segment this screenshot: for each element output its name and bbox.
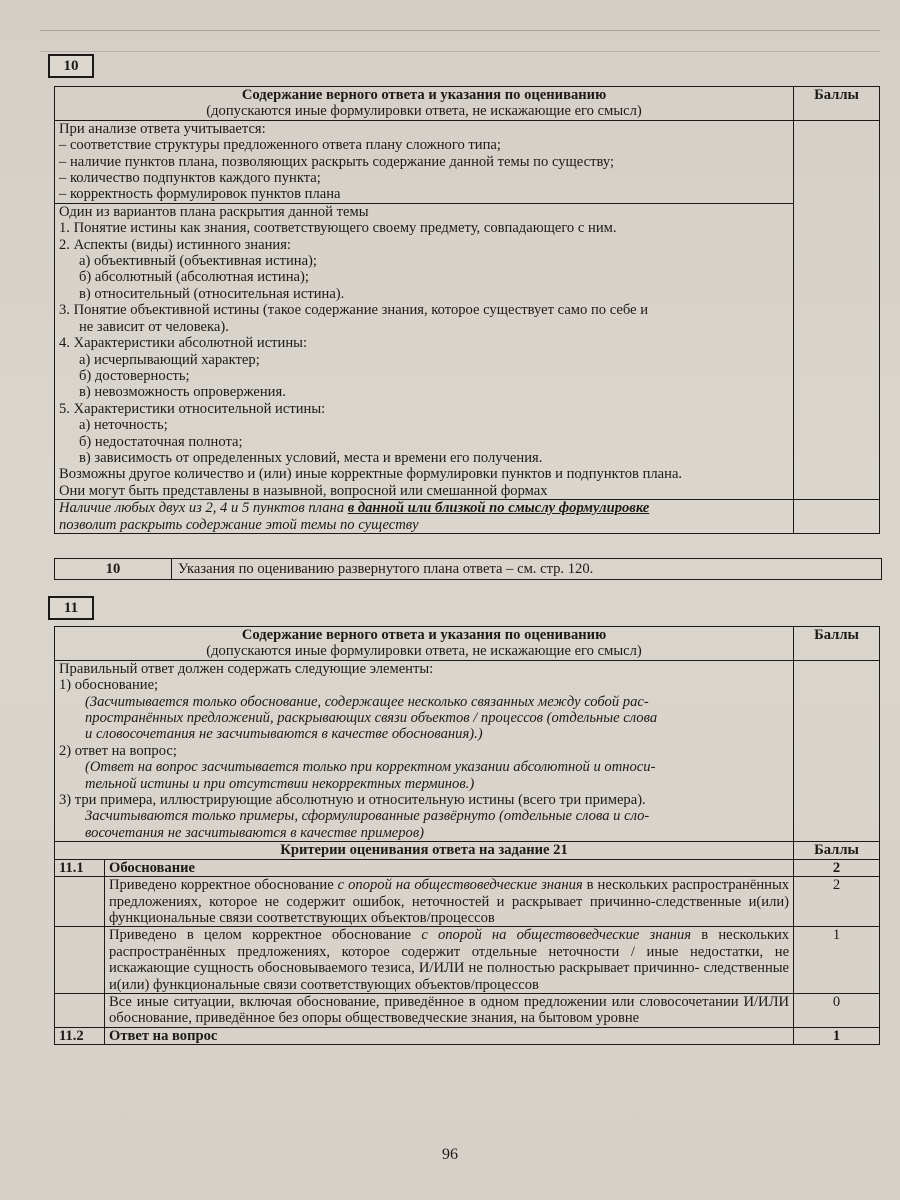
task-10-criterion: – наличие пунктов плана, позволяющих раскрыть содержание данной темы по существу; [59, 153, 615, 170]
plan-item-4: 4. Характеристики абсолютной истины: [59, 335, 308, 352]
task-11-header [55, 627, 794, 661]
task-10-emphasis-row [55, 500, 880, 534]
task-10-score-cell [794, 120, 880, 499]
score-value: 0 [794, 993, 880, 1027]
task-10-table [54, 86, 880, 534]
plan-subitem: б) абсолютный (абсолютная истина); [79, 269, 309, 286]
element-3-note: восочетания не засчитываются в качестве примеров) [85, 824, 425, 841]
plan-subitem: в) относительный (относительная истина). [79, 285, 345, 302]
desc-italic: с опорой на обществоведческие знания [337, 877, 583, 894]
task-10-header-sub: (допускаются иные формулировки ответа, не искажающие его смысл) [206, 103, 642, 120]
task-11-header-sub: (допускаются иные формулировки ответа, не искажающие его смысл) [206, 643, 642, 660]
score-value: 1 [794, 927, 880, 994]
task-10-header-title: Содержание верного ответа и указания по оцениванию [241, 87, 607, 103]
task-11-number: 11 [48, 596, 94, 620]
plan-item-2: 2. Аспекты (виды) истинного знания: [59, 236, 291, 253]
task-10-header [55, 87, 794, 121]
plan-note: Возможны другое количество и (или) иные корректные формулировки пунктов и подпунктов плана. [59, 466, 683, 483]
task-10-reference-row [54, 558, 882, 580]
emphasis-text-cont: позволит раскрыть содержание этой темы по существу [59, 516, 419, 533]
element-2: 2) ответ на вопрос; [59, 742, 177, 759]
element-3-note: Засчитываются только примеры, сформулированные развёрнуто (отдельные слова и сло- [85, 808, 650, 825]
plan-item-3: 3. Понятие объективной истины (такое содержание знания, которое существует само по себе и [59, 302, 649, 319]
element-2-note: (Ответ на вопрос засчитывается только при корректном указании абсолютной и относи- [85, 759, 656, 776]
task-11-intro: Правильный ответ должен содержать следующие элементы: [59, 660, 434, 677]
plan-note: Они могут быть представлены в назывной, вопросной или смешанной формах [59, 482, 548, 499]
criterion-max-score: 1 [794, 1027, 880, 1044]
criteria-title: Критерии оценивания ответа на задание 21 [55, 842, 794, 859]
element-1-note: (Засчитывается только обоснование, содержащее несколько связанных между собой рас- [85, 693, 649, 710]
task-10-criterion: – корректность формулировок пунктов плана [59, 186, 341, 203]
score-2-row [55, 877, 880, 927]
plan-subitem: а) исчерпывающий характер; [79, 351, 260, 368]
bleed-through-lines [40, 30, 880, 52]
desc-text: Приведено корректное обоснование [108, 877, 338, 894]
plan-subitem: б) достоверность; [79, 367, 190, 384]
task-10-intro: При анализе ответа учитывается: [59, 120, 266, 137]
plan-subitem: в) зависимость от определенных условий, места и времени его получения. [79, 449, 543, 466]
plan-title: Один из вариантов плана раскрытия данной темы [59, 203, 369, 220]
task-10-criterion: – количество подпунктов каждого пункта; [59, 170, 321, 187]
criterion-max-score: 2 [794, 859, 880, 876]
task-10-criteria-row [55, 120, 880, 203]
task-11-score-header: Баллы [794, 627, 880, 661]
task-11-elements-score [794, 660, 880, 841]
plan-subitem: в) невозможность опровержения. [79, 384, 286, 401]
element-1: 1) обоснование; [59, 677, 159, 694]
plan-subitem: б) недостаточная полнота; [79, 433, 243, 450]
plan-item-1: 1. Понятие истины как знания, соответствующего своему предмету, совпадающего с ним. [59, 220, 617, 237]
element-1-note: пространённых предложений, раскрывающих связи объектов / процессов (отдельные слова [85, 710, 658, 727]
criterion-11-1-row [55, 859, 880, 876]
task-10-criterion: – соответствие структуры предложенного ответа плану сложного типа; [59, 137, 501, 154]
task-10-criteria [55, 120, 794, 203]
criterion-label: Ответ на вопрос [104, 1027, 793, 1044]
task-10-plan [55, 203, 794, 499]
score-1-description [104, 927, 793, 994]
task-10-emphasis [55, 500, 794, 534]
criterion-label: Обоснование [104, 859, 793, 876]
desc-text: в нескольких распространённых предложениях, которое содержит отдельные неточности / иные недостатки, не искажающие сущность обосновываемого тезиса, И/ИЛИ не полностью раскрывает причинно- следственные и(или) функциональные связи соответствующих объектов/процессов [108, 927, 790, 993]
empty-cell [55, 877, 105, 927]
desc-text: в нескольких распространённых предложениях, которое не содержит ошибок, неточностей и раскрывает причинно-следственные и(или) функциональные связи соответствующих объектов/процессов [108, 877, 790, 926]
emphasis-text: Наличие любых двух из 2, 4 и 5 пунктов плана [59, 500, 348, 517]
task-11-elements-row [55, 660, 880, 841]
task-11-elements [55, 660, 794, 841]
emphasis-underlined: в данной или близкой по смыслу формулировке [347, 500, 650, 517]
score-0-description: Все иные ситуации, включая обоснование, приведённое в одном предложении или словосочетании И/ИЛИ обоснование, приведённое без опоры обществоведческие знания, на бытовом уровне [104, 993, 793, 1027]
criteria-score-header: Баллы [794, 842, 880, 859]
task-11-header-title: Содержание верного ответа и указания по оцениванию [241, 627, 607, 643]
task-11-header-row [55, 627, 880, 661]
score-0-row [55, 993, 880, 1027]
reference-number: 10 [55, 559, 172, 579]
plan-item-3-cont: не зависит от человека). [79, 318, 229, 335]
criteria-header-row [55, 842, 880, 859]
element-2-note: тельной истины и при отсутствии некорректных терминов.) [85, 775, 475, 792]
reference-text: Указания по оцениванию развернутого плана ответа – см. стр. 120. [178, 561, 594, 577]
empty-cell [55, 993, 105, 1027]
task-11-table [54, 626, 880, 1045]
task-10-plan-row [55, 203, 880, 499]
element-3: 3) три примера, иллюстрирующие абсолютную и относительную истины (всего три примера). [59, 792, 646, 809]
page-number: 96 [442, 1146, 458, 1163]
plan-item-5: 5. Характеристики относительной истины: [59, 400, 326, 417]
desc-text: Приведено в целом корректное обоснование [108, 927, 422, 944]
task-10-number: 10 [48, 54, 94, 78]
score-value: 2 [794, 877, 880, 927]
score-2-description [104, 877, 793, 927]
criterion-number: 11.1 [55, 859, 105, 876]
task-10-score-header: Баллы [794, 87, 880, 121]
empty-cell [55, 927, 105, 994]
element-1-note: и словосочетания не засчитываются в качестве обоснования).) [85, 726, 483, 743]
desc-italic: с опорой на обществоведческие знания [421, 927, 692, 944]
task-10-header-row [55, 87, 880, 121]
task-10-emphasis-score [794, 500, 880, 534]
score-1-row [55, 927, 880, 994]
criterion-number: 11.2 [55, 1027, 105, 1044]
plan-subitem: а) объективный (объективная истина); [79, 253, 317, 270]
plan-subitem: а) неточность; [79, 417, 168, 434]
criterion-11-2-row [55, 1027, 880, 1044]
